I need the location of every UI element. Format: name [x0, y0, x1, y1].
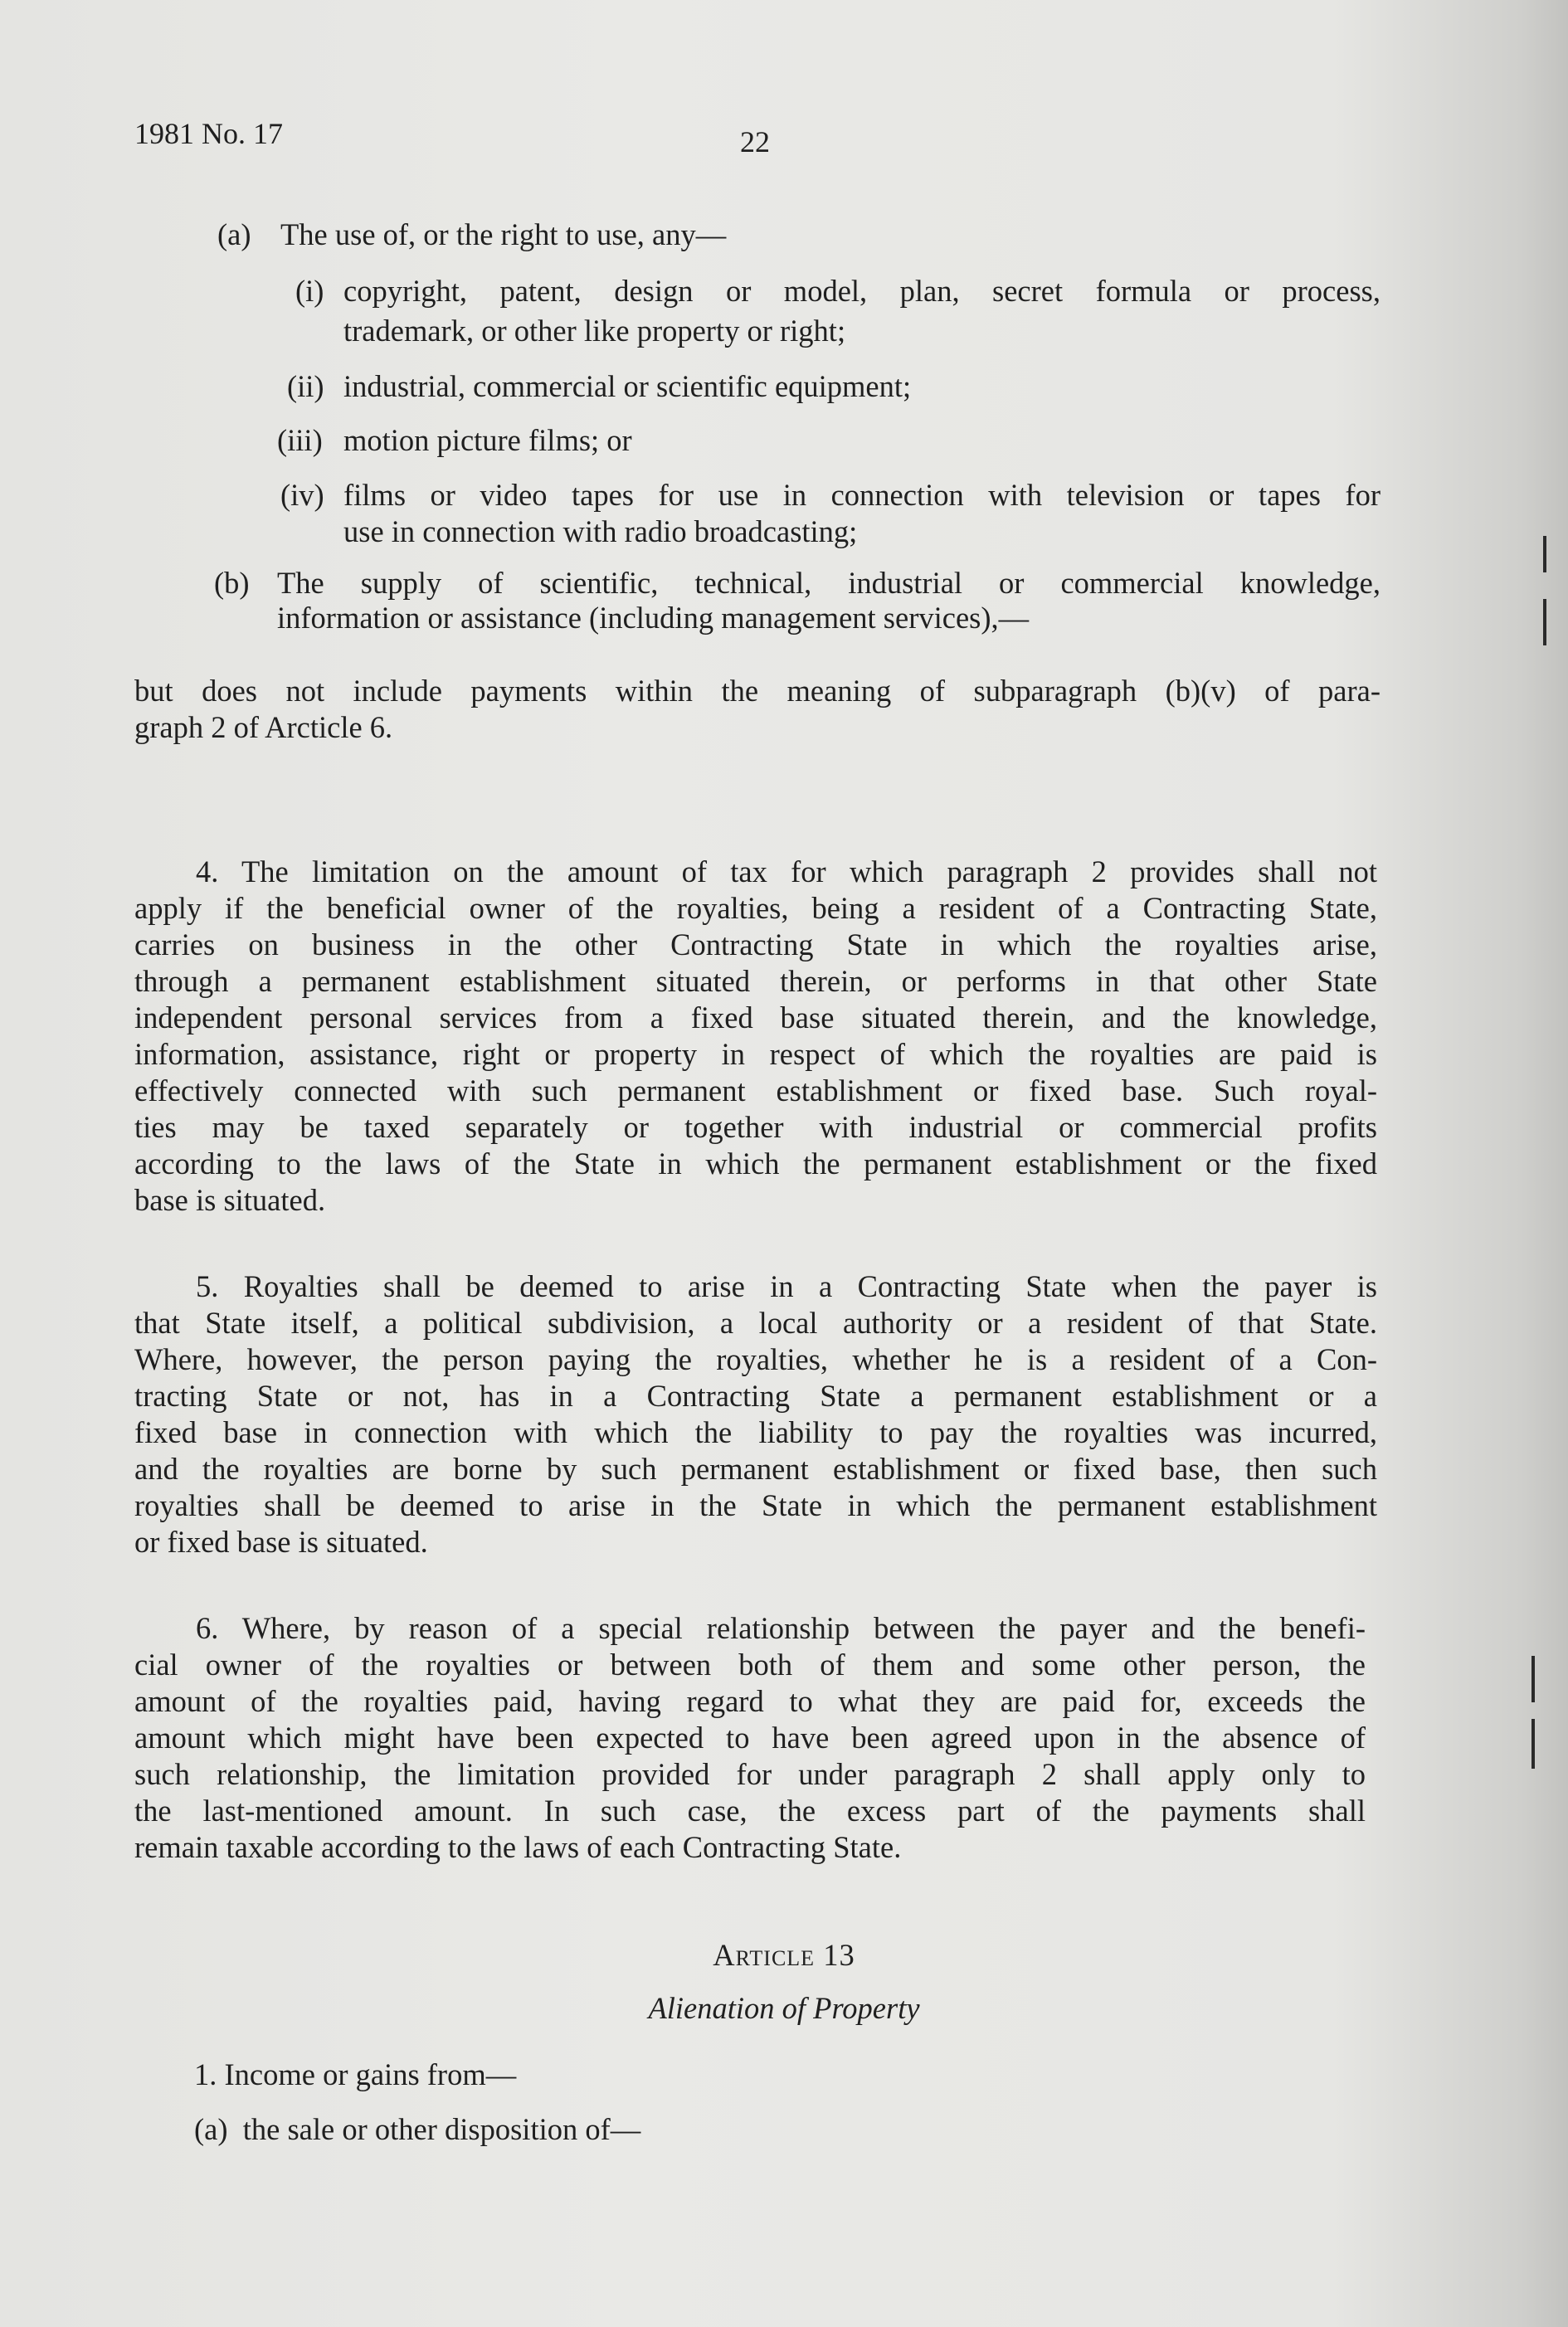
margin-mark [1531, 1656, 1535, 1702]
paragraph-line: 5. Royalties shall be deemed to arise in a Contracting State when the payer is [196, 1269, 1377, 1303]
paragraph-line: royalties shall be deemed to arise in the State in which the permanent establishment [134, 1488, 1377, 1522]
sublist-line: industrial, commercial or scientific equipment; [343, 369, 912, 403]
sublist-line: copyright, patent, design or model, plan, secret formula or process, [343, 274, 1381, 308]
paragraph-line: 6. Where, by reason of a special relationship between the payer and the benefi- [196, 1611, 1366, 1645]
paragraph-line: 4. The limitation on the amount of tax for which paragraph 2 provides shall not [196, 854, 1377, 888]
list-text: The use of, or the right to use, any— [280, 217, 727, 251]
sublist-line: use in connection with radio broadcasting; [343, 514, 858, 548]
paragraph-line: and the royalties are borne by such permanent establishment or fixed base, then such [134, 1452, 1377, 1486]
paragraph-line: graph 2 of Arcticle 6. [134, 710, 393, 744]
sublist-label: (i) [295, 274, 324, 308]
article-item: 1. Income or gains from— [194, 2057, 517, 2091]
margin-mark [1543, 599, 1546, 645]
paragraph-line: fixed base in connection with which the liability to pay the royalties was incurred, [134, 1415, 1377, 1449]
paragraph-line: apply if the beneficial owner of the royalties, being a resident of a Contracting State, [134, 891, 1377, 925]
margin-mark [1543, 536, 1546, 572]
article-heading: Article 13 [713, 1938, 855, 1972]
paragraph-line: the last-mentioned amount. In such case, the excess part of the payments shall [134, 1794, 1366, 1828]
paragraph-line: tracting State or not, has in a Contracting State a permanent establishment or a [134, 1379, 1377, 1413]
article-item: (a) the sale or other disposition of— [194, 2112, 641, 2146]
paragraph-line: that State itself, a political subdivision, a local authority or a resident of that State. [134, 1306, 1377, 1340]
list-line: The supply of scientific, technical, industrial or commercial knowledge, [277, 566, 1381, 600]
page-number: 22 [740, 125, 770, 158]
paragraph-line: amount of the royalties paid, having regard to what they are paid for, exceeds the [134, 1684, 1366, 1718]
list-label: (b) [214, 566, 250, 600]
paragraph-line: effectively connected with such permanent establishment or fixed base. Such royal- [134, 1073, 1377, 1108]
margin-mark [1531, 1719, 1535, 1769]
paragraph-line: Where, however, the person paying the royalties, whether he is a resident of a Con- [134, 1342, 1377, 1376]
paragraph-line: through a permanent establishment situated therein, or performs in that other State [134, 964, 1377, 998]
paragraph-line: but does not include payments within the meaning of subparagraph (b)(v) of para- [134, 674, 1381, 708]
paragraph-line: ties may be taxed separately or together with industrial or commercial profits [134, 1110, 1377, 1144]
paragraph-line: according to the laws of the State in which the permanent establishment or the fixed [134, 1146, 1377, 1181]
sublist-line: trademark, or other like property or right; [343, 314, 846, 348]
paragraph-line: information, assistance, right or property in respect of which the royalties are paid is [134, 1037, 1377, 1071]
page-header [0, 116, 1568, 166]
list-label: (a) [217, 217, 251, 251]
sublist-line: films or video tapes for use in connection with television or tapes for [343, 478, 1381, 512]
paragraph-line: cial owner of the royalties or between both of them and some other person, the [134, 1648, 1366, 1682]
paragraph-line: or fixed base is situated. [134, 1525, 428, 1559]
sublist-label: (iii) [277, 423, 323, 457]
sublist-label: (ii) [287, 369, 324, 403]
sublist-label: (iv) [280, 478, 324, 512]
paragraph-line: base is situated. [134, 1183, 326, 1217]
paragraph-line: independent personal services from a fixed base situated therein, and the knowledge, [134, 1000, 1377, 1034]
paragraph-line: remain taxable according to the laws of each Contracting State. [134, 1830, 902, 1864]
list-line: information or assistance (including management services),— [277, 601, 1030, 635]
article-title: Alienation of Property [648, 1991, 920, 2025]
paragraph-line: amount which might have been expected to have been agreed upon in the absence of [134, 1721, 1366, 1755]
paragraph-line: carries on business in the other Contracting State in which the royalties arise, [134, 927, 1377, 961]
sublist-line: motion picture films; or [343, 423, 632, 457]
document-reference: 1981 No. 17 [134, 117, 283, 150]
paragraph-line: such relationship, the limitation provided for under paragraph 2 shall apply only to [134, 1757, 1366, 1791]
